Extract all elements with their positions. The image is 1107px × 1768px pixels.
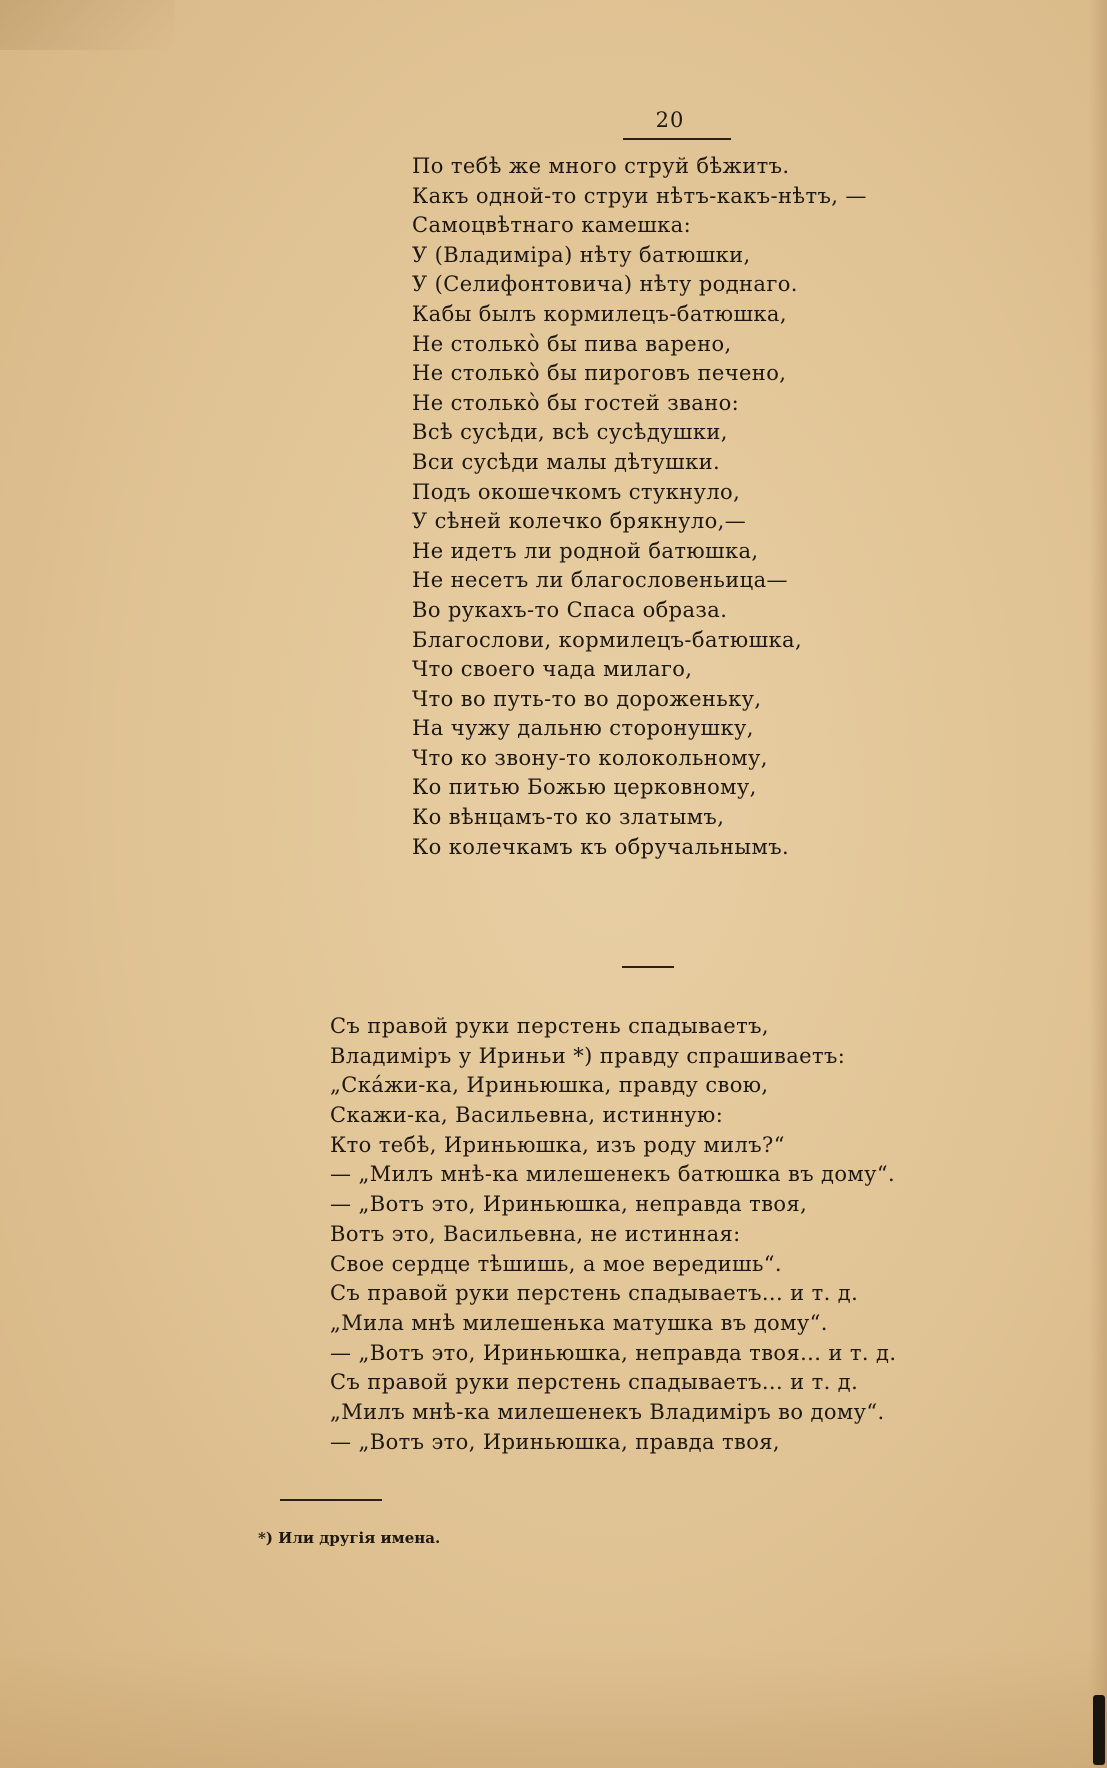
verse-line: „Скáжи-ка, Ириньюшка, правду свою, (330, 1073, 769, 1098)
verse-line: „Мила мнѣ милешенька матушка въ дому“. (330, 1310, 828, 1335)
verse-line: — „Милъ мнѣ-ка милешенекъ батюшка въ дому“. (330, 1162, 896, 1187)
verse-line: Во рукахъ-то Спаса образа. (412, 597, 728, 622)
verse-line: — „Вотъ это, Ириньюшка, неправда твоя... и т. д. (330, 1340, 897, 1365)
verse-block-first (412, 152, 867, 862)
footnote: *) Или другія имена. (258, 1529, 441, 1547)
page-bottom-shadow (0, 1648, 1107, 1768)
verse-line: — „Вотъ это, Ириньюшка, правда твоя, (330, 1429, 780, 1454)
verse-line: „Милъ мнѣ-ка милешенекъ Владиміръ во дому“. (330, 1399, 885, 1424)
verse-line: У (Владиміра) нѣту батюшки, (412, 242, 751, 267)
verse-line: У сѣней колечко брякнуло,— (412, 509, 747, 534)
verse-line: По тебѣ же много струй бѣжитъ. (412, 154, 790, 178)
verse-line: У (Селифонтовича) нѣту роднаго. (412, 272, 798, 297)
verse-line: Съ правой руки перстень спадываетъ... и т. д. (330, 1370, 859, 1395)
verse-line: Что своего чада милаго, (412, 657, 693, 682)
verse-line: Что во путь-то во дороженьку, (412, 686, 762, 711)
verse-line: Не столько̀ бы пироговъ печено, (412, 361, 787, 386)
verse-line: Что ко звону-то колокольному, (412, 745, 768, 770)
verse-line: Не несетъ ли благословеньица— (412, 568, 788, 593)
header-rule (623, 138, 731, 140)
edge-ink-mark (1093, 1695, 1105, 1765)
page-edge-shadow (1089, 0, 1107, 1768)
verse-line: Скажи-ка, Васильевна, истинную: (330, 1103, 724, 1128)
verse-line: Ко колечкамъ къ обручальнымъ. (412, 834, 790, 859)
folded-corner (0, 0, 175, 50)
verse-line: Не столько̀ бы гостей звано: (412, 390, 740, 415)
verse-line: Съ правой руки перстень спадываетъ, (330, 1014, 769, 1038)
verse-line: Вси сусѣди малы дѣтушки. (412, 449, 721, 474)
verse-line: На чужу дальню сторонушку, (412, 716, 754, 741)
page-number: 20 (655, 108, 685, 132)
verse-line: Не идетъ ли родной батюшка, (412, 538, 759, 563)
footnote-rule (280, 1499, 382, 1501)
verse-line: Съ правой руки перстень спадываетъ... и т. д. (330, 1281, 859, 1306)
verse-line: Благослови, кормилецъ-батюшка, (412, 627, 803, 652)
verse-line: Владиміръ у Ириньи *) правду спрашиваетъ: (330, 1043, 846, 1068)
verse-block-second (330, 1012, 896, 1457)
section-divider (622, 966, 674, 968)
verse-line: Самоцвѣтнаго камешка: (412, 213, 692, 238)
verse-line: Не столько̀ бы пива варено, (412, 331, 732, 356)
verse-line: Вотъ это, Васильевна, не истинная: (330, 1221, 741, 1246)
verse-line: Свое сердце тѣшишь, а мое вередишь“. (330, 1251, 783, 1276)
verse-line: Ко питью Божью церковному, (412, 775, 757, 800)
verse-line: Кто тебѣ, Ириньюшка, изъ роду милъ?“ (330, 1132, 785, 1157)
verse-line: — „Вотъ это, Ириньюшка, неправда твоя, (330, 1192, 808, 1217)
verse-line: Какъ одной-то струи нѣтъ-какъ-нѣтъ, — (412, 183, 867, 208)
verse-line: Ко вѣнцамъ-то ко златымъ, (412, 805, 725, 830)
verse-line: Всѣ сусѣди, всѣ сусѣдушки, (412, 420, 728, 445)
verse-line: Кабы былъ кормилецъ-батюшка, (412, 301, 787, 326)
verse-line: Подъ окошечкомъ стукнуло, (412, 479, 741, 504)
